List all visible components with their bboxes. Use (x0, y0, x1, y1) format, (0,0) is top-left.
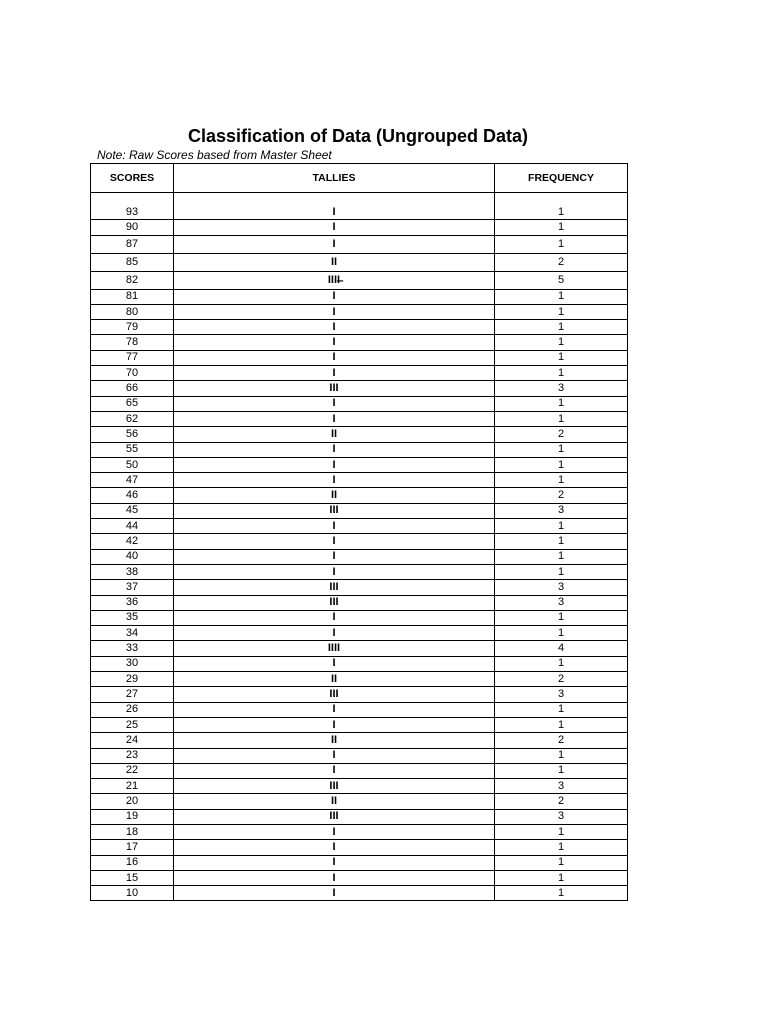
frequency-cell: 1 (495, 220, 628, 235)
table-row (91, 564, 628, 579)
score-cell: 62 (91, 411, 174, 426)
table-row (91, 580, 628, 595)
tally-cell: I (174, 656, 495, 671)
table-row (91, 253, 628, 271)
table-row (91, 794, 628, 809)
frequency-cell: 3 (495, 809, 628, 824)
score-cell: 33 (91, 641, 174, 656)
score-cell: 15 (91, 870, 174, 885)
tally-cell: III (174, 595, 495, 610)
tally-cell: I (174, 457, 495, 472)
tally-cell: III (174, 381, 495, 396)
table-body (91, 193, 628, 901)
score-cell: 27 (91, 687, 174, 702)
frequency-cell: 1 (495, 610, 628, 625)
tally-cell: III (174, 687, 495, 702)
frequency-cell: 3 (495, 503, 628, 518)
tally-cell: I (174, 519, 495, 534)
tally-cell: I (174, 473, 495, 488)
frequency-cell: 1 (495, 235, 628, 253)
score-cell: 56 (91, 427, 174, 442)
score-cell: 47 (91, 473, 174, 488)
score-cell: 90 (91, 220, 174, 235)
table-row (91, 733, 628, 748)
score-cell: 55 (91, 442, 174, 457)
score-cell: 21 (91, 779, 174, 794)
score-cell: 87 (91, 235, 174, 253)
table-row (91, 396, 628, 411)
score-cell: 16 (91, 855, 174, 870)
table-row (91, 610, 628, 625)
table-row (91, 870, 628, 885)
tally-cell: I (174, 748, 495, 763)
score-cell: 20 (91, 794, 174, 809)
frequency-cell: 2 (495, 733, 628, 748)
tally-cell: I (174, 534, 495, 549)
scores-header: SCORES (91, 164, 174, 193)
frequency-cell: 1 (495, 304, 628, 319)
table-row (91, 411, 628, 426)
score-cell: 46 (91, 488, 174, 503)
tally-cell: II (174, 672, 495, 687)
tally-cell: I (174, 335, 495, 350)
score-cell: 22 (91, 763, 174, 778)
tally-cell: I (174, 717, 495, 732)
score-cell: 26 (91, 702, 174, 717)
tally-cell: I (174, 702, 495, 717)
tally-cell: II (174, 794, 495, 809)
tally-cell: III (174, 779, 495, 794)
table-row (91, 220, 628, 235)
score-cell: 82 (91, 271, 174, 289)
table-row (91, 427, 628, 442)
table-row (91, 702, 628, 717)
frequency-header: FREQUENCY (495, 164, 628, 193)
frequency-cell: 1 (495, 870, 628, 885)
score-cell: 17 (91, 840, 174, 855)
table-row (91, 205, 628, 220)
score-cell: 36 (91, 595, 174, 610)
table-row (91, 626, 628, 641)
score-cell: 40 (91, 549, 174, 564)
frequency-cell: 1 (495, 855, 628, 870)
score-cell: 19 (91, 809, 174, 824)
table-row (91, 886, 628, 901)
tally-cell: I (174, 205, 495, 220)
table-row (91, 488, 628, 503)
tally-cell: I (174, 855, 495, 870)
tally-cell: I (174, 442, 495, 457)
tally-cell: I (174, 610, 495, 625)
table-row (91, 779, 628, 794)
note-text: Note: Raw Scores based from Master Sheet (97, 148, 332, 162)
table-row (91, 442, 628, 457)
score-cell: 29 (91, 672, 174, 687)
tallies-header: TALLIES (174, 164, 495, 193)
frequency-cell: 1 (495, 289, 628, 304)
table-row (91, 271, 628, 289)
table-row (91, 840, 628, 855)
table-row (91, 503, 628, 518)
table-row (91, 235, 628, 253)
table-row (91, 641, 628, 656)
tally-cell: II (174, 427, 495, 442)
tally-cell: I (174, 235, 495, 253)
tally-cell: III (174, 809, 495, 824)
table-row (91, 549, 628, 564)
frequency-cell: 1 (495, 748, 628, 763)
table-row (91, 381, 628, 396)
table-row (91, 304, 628, 319)
tally-cell: I (174, 840, 495, 855)
table-row (91, 748, 628, 763)
table-row (91, 457, 628, 472)
score-cell: 34 (91, 626, 174, 641)
table-row (91, 366, 628, 381)
table-row (91, 473, 628, 488)
tally-cell: II (174, 253, 495, 271)
tally-cell: I (174, 763, 495, 778)
table-row (91, 656, 628, 671)
tally-cell: I (174, 564, 495, 579)
score-cell: 42 (91, 534, 174, 549)
tally-cell: I (174, 411, 495, 426)
frequency-cell: 1 (495, 205, 628, 220)
table-row (91, 350, 628, 365)
frequency-cell: 3 (495, 381, 628, 396)
score-cell: 37 (91, 580, 174, 595)
frequency-table (90, 163, 628, 901)
tally-cell: I (174, 350, 495, 365)
frequency-cell: 1 (495, 702, 628, 717)
frequency-cell: 1 (495, 717, 628, 732)
frequency-cell: 1 (495, 320, 628, 335)
score-cell: 70 (91, 366, 174, 381)
frequency-cell: 1 (495, 519, 628, 534)
frequency-cell: 5 (495, 271, 628, 289)
frequency-cell: 1 (495, 411, 628, 426)
frequency-cell: 1 (495, 350, 628, 365)
score-cell: 18 (91, 824, 174, 839)
tally-cell: I (174, 549, 495, 564)
table-row (91, 687, 628, 702)
tally-cell: I (174, 304, 495, 319)
table-row (91, 519, 628, 534)
frequency-cell: 1 (495, 626, 628, 641)
table-row (91, 534, 628, 549)
score-cell: 30 (91, 656, 174, 671)
score-cell: 77 (91, 350, 174, 365)
score-cell: 85 (91, 253, 174, 271)
frequency-cell: 2 (495, 794, 628, 809)
tally-cell: II (174, 733, 495, 748)
frequency-cell: 3 (495, 687, 628, 702)
table-row (91, 855, 628, 870)
frequency-cell: 1 (495, 824, 628, 839)
tally-cell: I (174, 220, 495, 235)
table-row (91, 824, 628, 839)
tally-cell: III (174, 503, 495, 518)
score-cell: 50 (91, 457, 174, 472)
tally-cell: I (174, 870, 495, 885)
table-row (91, 763, 628, 778)
frequency-cell: 1 (495, 840, 628, 855)
tally-cell: I (174, 886, 495, 901)
frequency-cell: 1 (495, 473, 628, 488)
table-row (91, 320, 628, 335)
score-cell: 78 (91, 335, 174, 350)
frequency-cell: 1 (495, 366, 628, 381)
score-cell: 79 (91, 320, 174, 335)
table-row (91, 289, 628, 304)
score-cell: 66 (91, 381, 174, 396)
frequency-cell: 1 (495, 564, 628, 579)
frequency-cell: 2 (495, 488, 628, 503)
table-row (91, 672, 628, 687)
score-cell: 65 (91, 396, 174, 411)
frequency-cell: 1 (495, 549, 628, 564)
score-cell: 35 (91, 610, 174, 625)
table-header-row (91, 164, 628, 193)
frequency-cell: 1 (495, 457, 628, 472)
tally-cell: III (174, 580, 495, 595)
frequency-cell: 1 (495, 534, 628, 549)
score-cell: 25 (91, 717, 174, 732)
score-cell: 45 (91, 503, 174, 518)
frequency-cell: 2 (495, 672, 628, 687)
table-row (91, 717, 628, 732)
frequency-cell: 2 (495, 427, 628, 442)
score-cell: 24 (91, 733, 174, 748)
frequency-cell: 3 (495, 779, 628, 794)
table-row (91, 335, 628, 350)
frequency-cell: 4 (495, 641, 628, 656)
frequency-cell: 1 (495, 763, 628, 778)
score-cell: 38 (91, 564, 174, 579)
spacer-row (91, 193, 628, 206)
score-cell: 44 (91, 519, 174, 534)
frequency-cell: 1 (495, 335, 628, 350)
frequency-cell: 3 (495, 580, 628, 595)
table-row (91, 809, 628, 824)
page-title: Classification of Data (Ungrouped Data) (187, 126, 529, 146)
frequency-cell: 3 (495, 595, 628, 610)
score-cell: 23 (91, 748, 174, 763)
score-cell: 80 (91, 304, 174, 319)
score-cell: 93 (91, 205, 174, 220)
frequency-cell: 1 (495, 656, 628, 671)
tally-cell: I (174, 289, 495, 304)
frequency-cell: 1 (495, 886, 628, 901)
frequency-cell: 1 (495, 442, 628, 457)
tally-cell: I (174, 824, 495, 839)
tally-cell: II (174, 488, 495, 503)
frequency-cell: 1 (495, 396, 628, 411)
score-cell: 81 (91, 289, 174, 304)
score-cell: 10 (91, 886, 174, 901)
tally-cell: I (174, 320, 495, 335)
tally-cell: I (174, 626, 495, 641)
tally-cell: IIII (174, 641, 495, 656)
tally-cell: I (174, 366, 495, 381)
tally-cell: I (174, 396, 495, 411)
table-row (91, 595, 628, 610)
frequency-cell: 2 (495, 253, 628, 271)
tally-cell: IIII̶ (174, 271, 495, 289)
